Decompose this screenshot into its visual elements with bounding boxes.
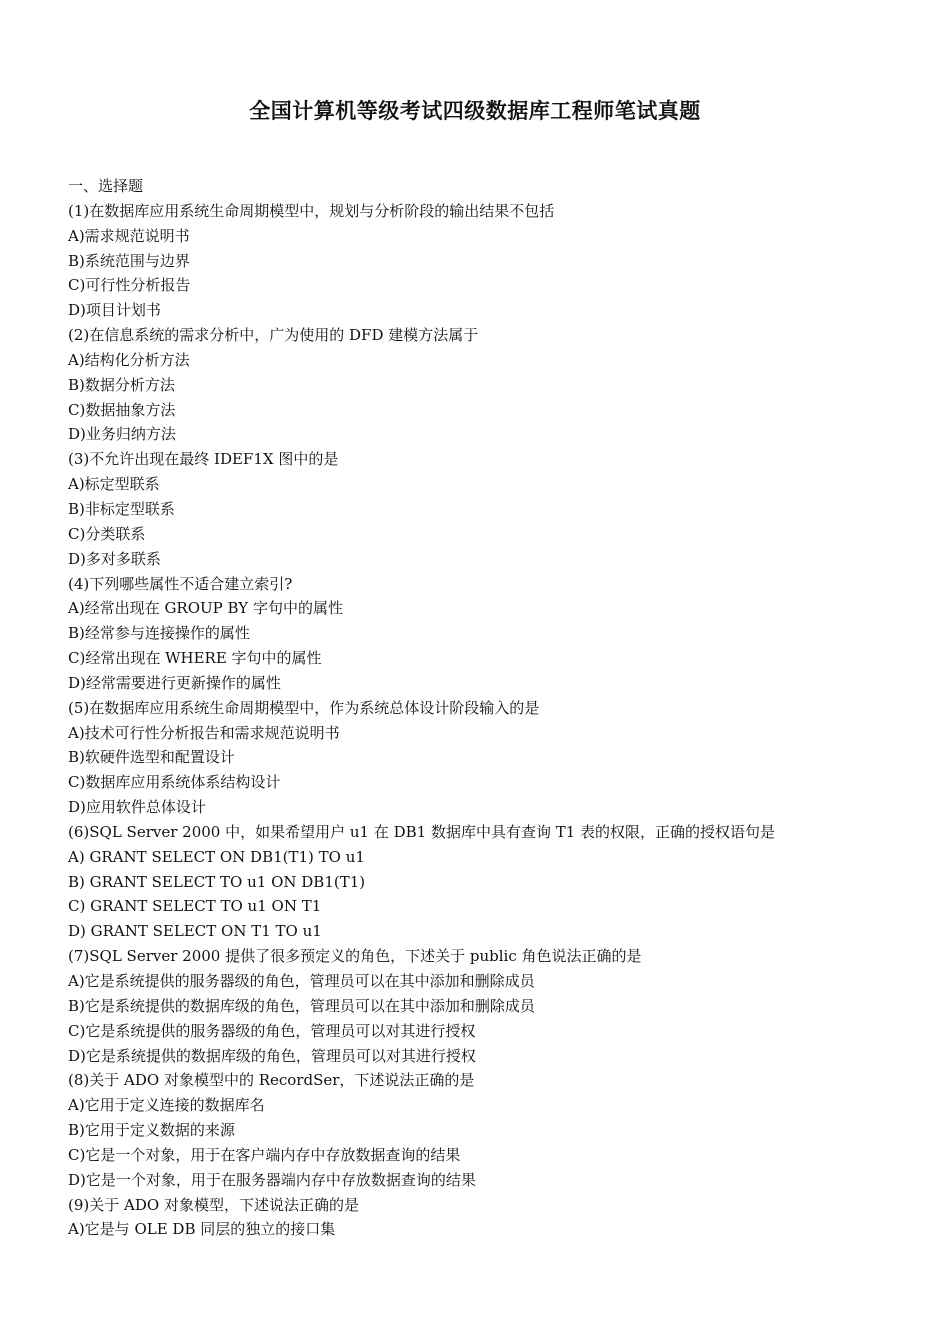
question-stem: (3)不允许出现在最终 IDEF1X 图中的是: [68, 450, 339, 469]
question-option: B)非标定型联系: [68, 499, 175, 518]
document-body: [68, 174, 928, 1242]
question-option: C)它是一个对象，用于在客户端内存中存放数据查询的结果: [68, 1145, 461, 1164]
question-option: C)分类联系: [68, 524, 146, 543]
question-option: A)它是系统提供的服务器级的角色，管理员可以在其中添加和删除成员: [68, 972, 535, 990]
question-option: B)系统范围与边界: [68, 251, 190, 270]
question-option: A)它用于定义连接的数据库名: [68, 1096, 265, 1115]
question-option: A)经常出现在 GROUP BY 字句中的属性: [68, 599, 343, 618]
question-stem: (4)下列哪些属性不适合建立索引?: [68, 574, 293, 593]
question-option: D)经常需要进行更新操作的属性: [68, 673, 281, 692]
question-stem: (5)在数据库应用系统生命周期模型中，作为系统总体设计阶段输入的是: [68, 698, 540, 717]
question-option: C)数据抽象方法: [68, 400, 176, 419]
question-option: C)可行性分析报告: [68, 276, 191, 295]
question-option: A)标定型联系: [68, 475, 160, 494]
question-option: A)它是与 OLE DB 同层的独立的接口集: [68, 1220, 336, 1239]
question-stem: (7)SQL Server 2000 提供了很多预定义的角色，下述关于 public 角色说法正确的是: [68, 947, 642, 966]
question-option: D)应用软件总体设计: [68, 798, 206, 817]
question-option: A)结构化分析方法: [68, 350, 190, 369]
question-option: A) GRANT SELECT ON DB1(T1) TO u1: [68, 847, 365, 866]
question-option: B)经常参与连接操作的属性: [68, 624, 250, 643]
page-title: 全国计算机等级考试四级数据库工程师笔试真题: [249, 99, 701, 123]
question-option: D) GRANT SELECT ON T1 TO u1: [68, 922, 322, 941]
question-option: B)它用于定义数据的来源: [68, 1121, 235, 1140]
question-option: B)数据分析方法: [68, 375, 175, 394]
section-heading: 一、选择题: [68, 177, 144, 195]
question-option: D)多对多联系: [68, 549, 161, 568]
question-option: D)业务归纳方法: [68, 425, 176, 444]
question-option: C)经常出现在 WHERE 字句中的属性: [68, 649, 322, 668]
question-option: C)数据库应用系统体系结构设计: [68, 773, 281, 792]
question-option: A)技术可行性分析报告和需求规范说明书: [68, 723, 340, 742]
question-option: D)它是系统提供的数据库级的角色，管理员可以对其进行授权: [68, 1046, 476, 1065]
question-stem: (6)SQL Server 2000 中，如果希望用户 u1 在 DB1 数据库中具有查询 T1 表的权限，正确的授权语句是: [68, 822, 776, 841]
question-option: D)项目计划书: [68, 301, 161, 320]
question-option: B)它是系统提供的数据库级的角色，管理员可以在其中添加和删除成员: [68, 996, 535, 1015]
question-stem: (1)在数据库应用系统生命周期模型中，规划与分析阶段的输出结果不包括: [68, 201, 555, 220]
question-option: B)软硬件选型和配置设计: [68, 748, 235, 767]
question-option: B) GRANT SELECT TO u1 ON DB1(T1): [68, 872, 366, 891]
question-stem: (8)关于 ADO 对象模型中的 RecordSer，下述说法正确的是: [68, 1071, 475, 1090]
question-stem: (2)在信息系统的需求分析中，广为使用的 DFD 建模方法属于: [68, 326, 479, 345]
question-option: D)它是一个对象，用于在服务器端内存中存放数据查询的结果: [68, 1170, 476, 1189]
question-option: A)需求规范说明书: [68, 226, 190, 245]
question-option: C)它是系统提供的服务器级的角色，管理员可以对其进行授权: [68, 1021, 476, 1040]
question-stem: (9)关于 ADO 对象模型，下述说法正确的是: [68, 1195, 359, 1214]
question-option: C) GRANT SELECT TO u1 ON T1: [68, 897, 322, 916]
